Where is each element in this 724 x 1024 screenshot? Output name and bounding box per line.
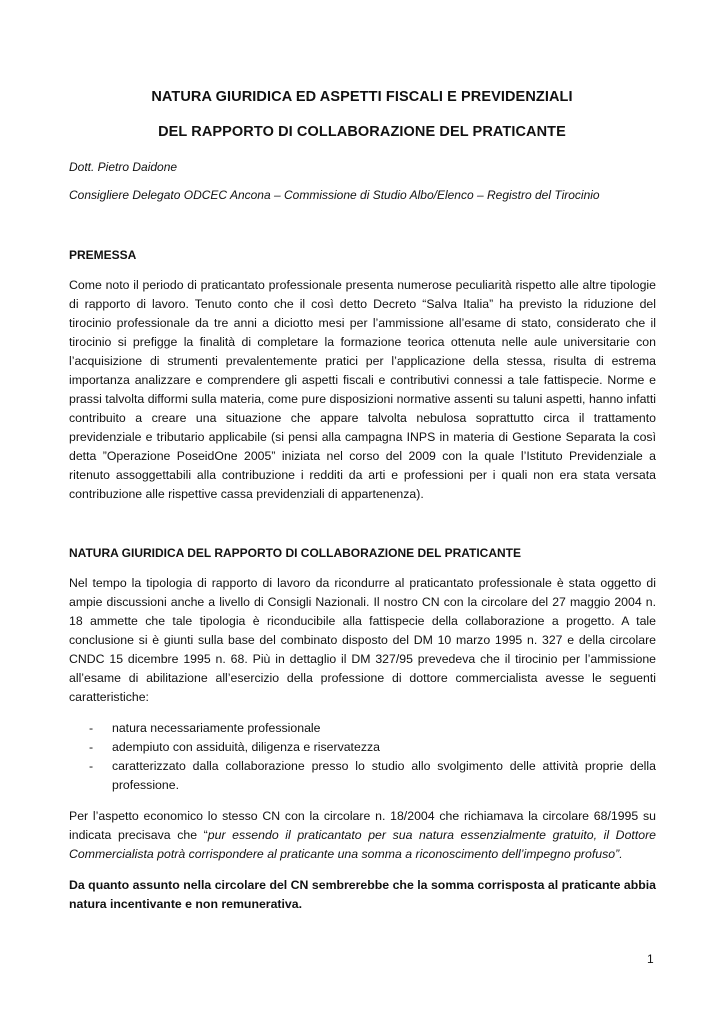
- bullet-marker: -: [89, 759, 94, 773]
- economic-aspect-quote: pur essendo il praticantato per sua natura essenzialmente gratuito, il Dottore Commercialista potrà corrispondere al praticante una somma a riconoscimento dell’impegno profuso”.: [69, 828, 657, 861]
- economic-aspect-paragraph: [69, 807, 656, 864]
- document-title-line-2: DEL RAPPORTO DI COLLABORAZIONE DEL PRATICANTE: [158, 124, 566, 140]
- conclusion-paragraph: Da quanto assunto nella circolare del CN sembrerebbe che la somma corrisposta al praticante abbia natura incentivante e non remunerativa.: [69, 878, 656, 911]
- section-heading-natura-giuridica: NATURA GIURIDICA DEL RAPPORTO DI COLLABORAZIONE DEL PRATICANTE: [69, 546, 522, 560]
- author-name: Dott. Pietro Daidone: [69, 160, 178, 174]
- bullet-marker: -: [89, 740, 94, 754]
- bullet-marker: -: [89, 721, 94, 735]
- list-item-text: natura necessariamente professionale: [112, 721, 321, 735]
- list-item: [69, 719, 656, 738]
- section-heading-premessa: PREMESSA: [69, 248, 137, 262]
- page-number: 1: [647, 952, 654, 966]
- premessa-paragraph: Come noto il periodo di praticantato professionale presenta numerose peculiarità rispetto alle altre tipologie di rapporto di lavoro. Tenuto conto che il così detto Decreto “Salva Italia” ha previsto la riduzione del tirocinio professionale da tre anni a diciotto mesi per l’ammissione all’esame di stato, considerato che il tirocinio si prefigge la finalità di completare la formazione teorica ottenuta nelle aule universitarie con l’acquisizione di strumenti prevalentemente pratici per l’applicazione della stessa, risulta di estrema importanza analizzare e comprendere gli aspetti fiscali e contributivi connessi a tale fattispecie. Norme e prassi talvolta difformi sulla materia, come pure disposizioni normative assenti su taluni aspetti, hanno infatti contribuito a creare una situazione che appare talvolta nebulosa soprattutto circa il trattamento previdenziale e tributario applicabile (si pensi alla campagna INPS in materia di Gestione Separata la così detta ”Operazione PoseidOne 2005” iniziata nel corso del 2009 con la quale l’Istituto Previdenziale a ritenuto assoggettabili alla contribuzione i redditi da arti e professioni per i quali non era stata versata contribuzione alle rispettive cassa previdenziali di appartenenza).: [69, 278, 656, 501]
- author-affiliation: Consigliere Delegato ODCEC Ancona – Commissione di Studio Albo/Elenco – Registro del Tirocinio: [69, 188, 600, 202]
- characteristics-list: [69, 719, 656, 795]
- list-item-text: caratterizzato dalla collaborazione presso lo studio allo svolgimento delle attività proprie della professione.: [112, 759, 656, 792]
- natura-giuridica-paragraph: Nel tempo la tipologia di rapporto di lavoro da ricondurre al praticantato professionale è stata oggetto di ampie discussioni anche a livello di Consigli Nazionali. Il nostro CN con la circolare del 27 maggio 2004 n. 18 ammette che tale tipologia è riconducibile alla fattispecie della collaborazione a progetto. A tale conclusione si è giunti sulla base del combinato disposto del DM 10 marzo 1995 n. 327 e della circolare CNDC 15 dicembre 1995 n. 68. Più in dettaglio il DM 327/95 prevedeva che il tirocinio per l’ammissione all’esame di abilitazione all’esercizio della professione di dottore commercialista avesse le seguenti caratteristiche:: [69, 576, 656, 704]
- list-item: [69, 738, 656, 757]
- document-title-line-1: NATURA GIURIDICA ED ASPETTI FISCALI E PREVIDENZIALI: [151, 89, 573, 105]
- list-item-text: adempiuto con assiduità, diligenza e riservatezza: [112, 740, 380, 754]
- list-item: [69, 757, 656, 795]
- economic-aspect-intro: Per l’aspetto economico lo stesso CN con la circolare n. 18/2004 che richiamava la circolare 68/1995 su indicata precisava che “: [69, 809, 656, 842]
